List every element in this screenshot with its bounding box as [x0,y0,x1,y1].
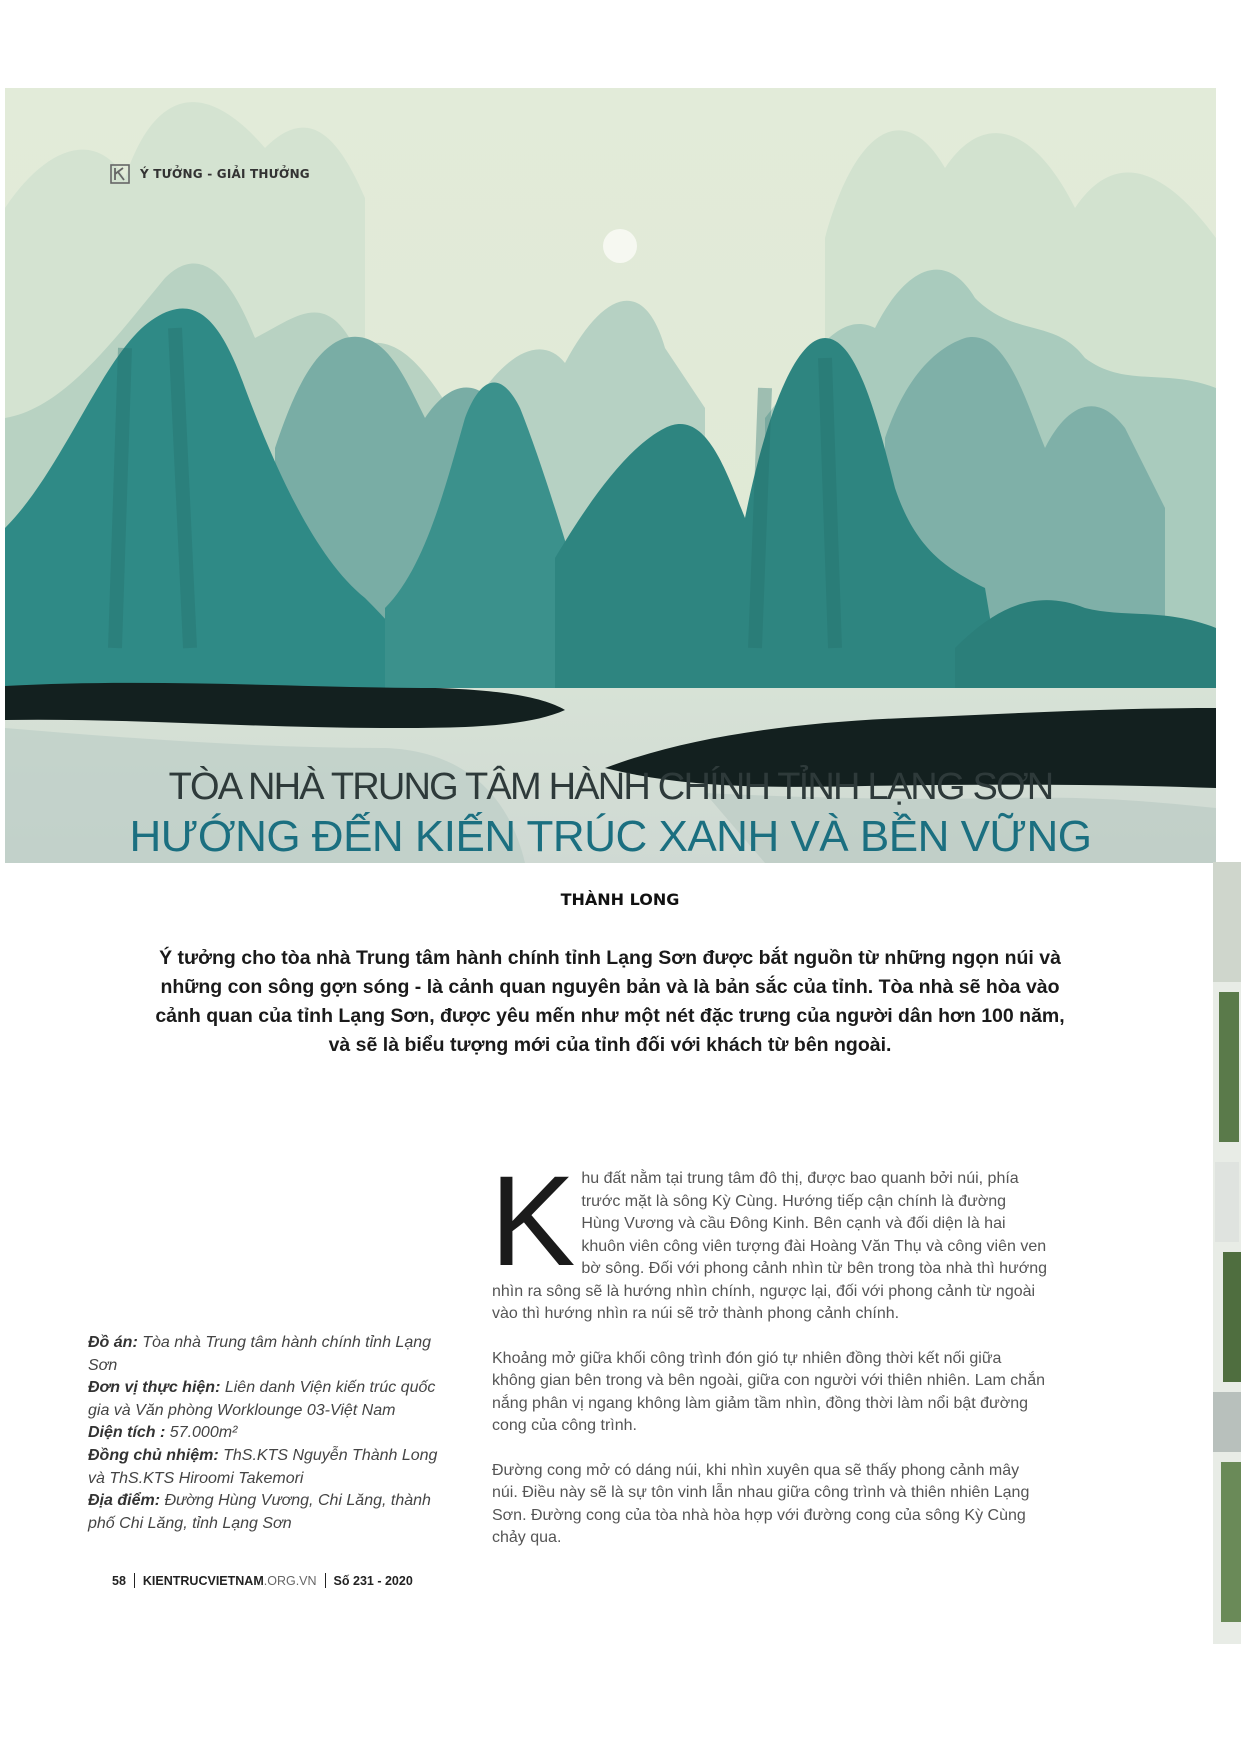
title-line-1: TÒA NHÀ TRUNG TÂM HÀNH CHÍNH TỈNH LẠNG SƠN [168,766,1053,808]
credit-area: Diện tích : 57.000m² [88,1424,238,1442]
lead-line: và sẽ là biểu tượng mới của tỉnh đối với khách từ bên ngoài. [328,1034,892,1056]
credit-location: Địa điểm: Đường Hùng Vương, Chi Lăng, thành phố Chi Lăng, tỉnh Lạng Sơn [88,1492,431,1532]
lead-line: Ý tưởng cho tòa nhà Trung tâm hành chính tỉnh Lạng Sơn được bắt nguồn từ những ngọn núi và [159,947,1061,969]
title-line-2: HƯỚNG ĐẾN KIẾN TRÚC XANH VÀ BỀN VỮNG [129,812,1092,861]
body-paragraph-2: Khoảng mở giữa khối công trình đón gió tự nhiên đồng thời kết nối giữa không gian bên trong và bên ngoài, giữa con người với thiên nhiên. Lam chắn nắng phân vị ngang không làm giảm tầm nhìn, đồng thời làm nổi bật đường cong của công trình. [492,1349,1045,1434]
credit-project: Đồ án: Tòa nhà Trung tâm hành chính tỉnh Lạng Sơn [88,1334,432,1374]
drop-cap: K [490,1150,576,1293]
sun [603,229,637,263]
section-tag [110,164,310,184]
credit-lead: Đồng chủ nhiệm: ThS.KTS Nguyễn Thành Long và ThS.KTS Hiroomi Takemori [88,1446,438,1487]
edge-photo-strip [1213,862,1241,1644]
page-footer [112,1573,413,1588]
body-paragraph-3: Đường cong mở có dáng núi, khi nhìn xuyên qua sẽ thấy phong cảnh mây núi. Điều này sẽ là sự tôn vinh lẫn nhau giữa công trình và thiên nhiên Lạng Sơn. Đường cong của tòa nhà hòa hợp với đường cong của sông Kỳ Cùng chảy qua. [492,1461,1030,1546]
body-column [490,1150,1048,1572]
credit-unit: Đơn vị thực hiện: Liên danh Viện kiến trúc quốc gia và Văn phòng Worklounge 03-Việt Nam [88,1379,436,1419]
site-name: KIENTRUCVIETNAM.ORG.VN [142,1573,317,1588]
body-paragraph-1: Khu đất nằm tại trung tâm đô thị, được bao quanh bởi núi, phía trước mặt là sông Kỳ Cùng. Hướng tiếp cận chính là đường Hùng Vương và cầu Đông Kinh. Bên cạnh và đối diện là hai khuôn viên công viên tượng đài Hoàng Văn Thụ và công viên ven bờ sông. Đối với phong cảnh nhìn từ bên trong tòa nhà thì hướng nhìn ra sông sẽ là hướng nhìn chính, ngược lại, đối với phong cảnh từ ngoài vào thì hướng nhìn ra núi sẽ trở thành phong cảnh chính. [490,1150,1048,1322]
lead-line: cảnh quan của tỉnh Lạng Sơn, được yêu mến như một nét đặc trưng của người dân hơn 100 năm, [155,1005,1065,1027]
project-credits [88,1332,438,1535]
lead-line: những con sông gợn sóng - là cảnh quan nguyên bản và là bản sắc của tỉnh. Tòa nhà sẽ hòa vào [160,976,1060,998]
author: THÀNH LONG [560,890,680,909]
magazine-logo-icon [110,164,130,184]
hero-illustration [5,88,1216,863]
issue-number: Số 231 - 2020 [333,1573,413,1588]
page-number: 58 [112,1573,126,1588]
lead-paragraph [150,944,1070,1060]
section-label: Ý TƯỞNG - GIẢI THƯỞNG [140,167,310,181]
